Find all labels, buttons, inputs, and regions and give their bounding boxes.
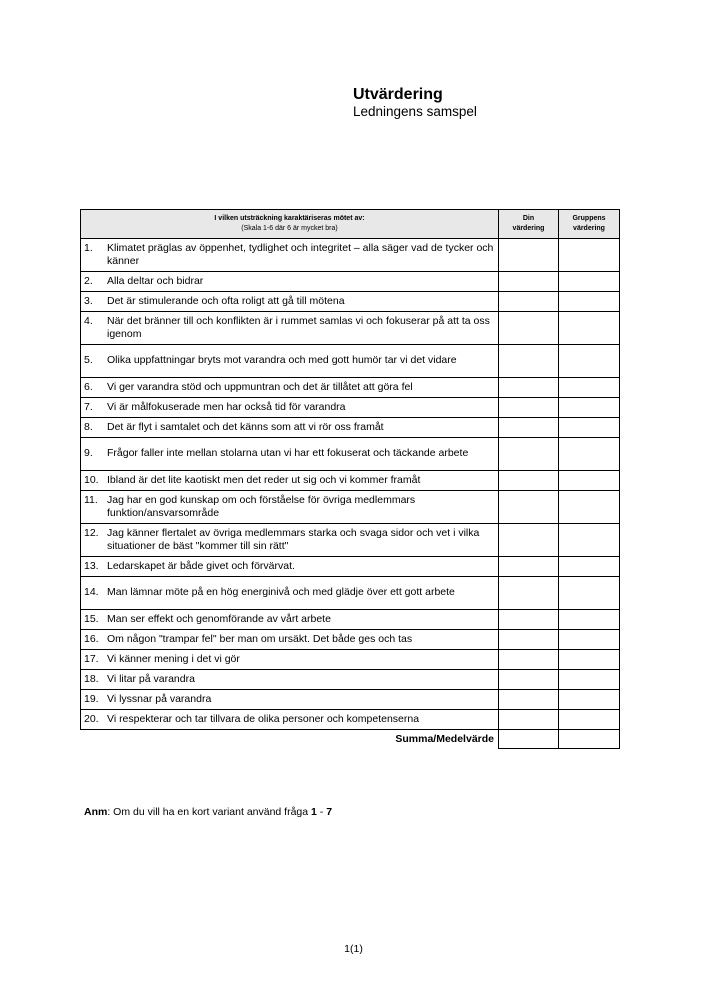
header-din-line2: värdering	[512, 225, 545, 232]
question-number: 6.	[84, 380, 93, 393]
question-number: 15.	[84, 612, 99, 625]
header-din-vardering	[499, 210, 559, 239]
question-cell	[81, 630, 499, 650]
summary-row	[81, 730, 620, 749]
question-text: Man lämnar möte på en hög energinivå och med glädje över ett gott arbete	[107, 586, 455, 599]
din-vardering-cell[interactable]	[499, 239, 559, 272]
table-row	[81, 398, 620, 418]
din-vardering-cell[interactable]	[499, 710, 559, 730]
note-label: Anm	[84, 806, 108, 818]
header-din-line1: Din	[522, 215, 535, 222]
question-number: 7.	[84, 400, 93, 413]
table-row	[81, 491, 620, 524]
question-text: Det är flyt i samtalet och det känns som att vi rör oss framåt	[107, 420, 384, 433]
din-vardering-cell[interactable]	[499, 577, 559, 610]
gruppens-vardering-cell[interactable]	[559, 610, 620, 630]
gruppens-vardering-cell[interactable]	[559, 378, 620, 398]
question-cell	[81, 491, 499, 524]
din-vardering-cell[interactable]	[499, 272, 559, 292]
question-number: 5.	[84, 354, 93, 367]
table-row	[81, 312, 620, 345]
din-vardering-cell[interactable]	[499, 398, 559, 418]
din-vardering-cell[interactable]	[499, 650, 559, 670]
question-text: Vi ger varandra stöd och uppmuntran och det är tillåtet att göra fel	[107, 380, 413, 393]
table-row	[81, 418, 620, 438]
question-cell	[81, 418, 499, 438]
question-cell	[81, 650, 499, 670]
question-number: 4.	[84, 314, 93, 327]
din-vardering-cell[interactable]	[499, 557, 559, 577]
question-cell	[81, 610, 499, 630]
question-text: Vi är målfokuserade men har också tid för varandra	[107, 400, 346, 413]
din-vardering-cell[interactable]	[499, 418, 559, 438]
din-vardering-cell[interactable]	[499, 630, 559, 650]
table-row	[81, 670, 620, 690]
evaluation-table	[80, 209, 620, 749]
header-grupp-line2: värdering	[573, 225, 605, 232]
din-vardering-cell[interactable]	[499, 491, 559, 524]
table-row	[81, 438, 620, 471]
din-vardering-cell[interactable]	[499, 292, 559, 312]
summa-medelvarde-label: Summa/Medelvärde	[81, 730, 499, 749]
gruppens-vardering-cell[interactable]	[559, 650, 620, 670]
gruppens-vardering-cell[interactable]	[559, 418, 620, 438]
question-cell	[81, 239, 499, 272]
question-number: 8.	[84, 420, 93, 433]
gruppens-vardering-cell[interactable]	[559, 670, 620, 690]
question-number: 11.	[84, 493, 98, 506]
question-number: 20.	[84, 712, 99, 725]
document-subtitle: Ledningens samspel	[353, 104, 477, 119]
question-text: Klimatet präglas av öppenhet, tydlighet och integritet – alla säger vad de tycker och känner	[107, 241, 494, 267]
gruppens-vardering-cell[interactable]	[559, 438, 620, 471]
question-text: Frågor faller inte mellan stolarna utan vi har ett fokuserat och täckande arbete	[107, 447, 469, 460]
question-cell	[81, 345, 499, 378]
din-vardering-cell[interactable]	[499, 471, 559, 491]
question-number: 12.	[84, 526, 99, 539]
question-cell	[81, 438, 499, 471]
table-row	[81, 345, 620, 378]
din-summa-cell[interactable]	[499, 730, 559, 749]
header-gruppens-vardering	[559, 210, 620, 239]
din-vardering-cell[interactable]	[499, 610, 559, 630]
question-cell	[81, 471, 499, 491]
note	[84, 806, 332, 818]
gruppens-vardering-cell[interactable]	[559, 710, 620, 730]
question-text: Vi lyssnar på varandra	[107, 692, 212, 705]
question-cell	[81, 710, 499, 730]
question-number: 10.	[84, 473, 99, 486]
question-text: Vi litar på varandra	[107, 672, 195, 685]
table-row	[81, 630, 620, 650]
gruppens-vardering-cell[interactable]	[559, 292, 620, 312]
gruppens-vardering-cell[interactable]	[559, 690, 620, 710]
question-cell	[81, 292, 499, 312]
table-row	[81, 292, 620, 312]
question-text: Vi respekterar och tar tillvara de olika personer och kompetenserna	[107, 712, 420, 725]
question-number: 1.	[84, 241, 93, 254]
page-number: 1(1)	[344, 943, 363, 955]
question-text: Jag känner flertalet av övriga medlemmars starka och svaga sidor och vet i vilka situationer de bäst "kommer till sin rätt"	[107, 526, 480, 552]
question-number: 9.	[84, 447, 93, 460]
table-header-row	[81, 210, 620, 239]
din-vardering-cell[interactable]	[499, 345, 559, 378]
question-cell	[81, 670, 499, 690]
din-vardering-cell[interactable]	[499, 438, 559, 471]
gruppens-vardering-cell[interactable]	[559, 471, 620, 491]
question-text: Olika uppfattningar bryts mot varandra och med gott humör tar vi det vidare	[107, 354, 457, 367]
gruppens-vardering-cell[interactable]	[559, 398, 620, 418]
question-text: Ledarskapet är både givet och förvärvat.	[107, 559, 295, 572]
question-number: 3.	[84, 294, 93, 307]
gruppens-vardering-cell[interactable]	[559, 312, 620, 345]
question-number: 2.	[84, 274, 93, 287]
table-row	[81, 378, 620, 398]
question-cell	[81, 524, 499, 557]
question-number: 17.	[84, 652, 99, 665]
question-cell	[81, 690, 499, 710]
question-number: 18.	[84, 672, 99, 685]
question-text: Jag har en god kunskap om och förståelse för övriga medlemmars funktion/ansvarsområde	[107, 493, 416, 519]
table-row	[81, 272, 620, 292]
question-cell	[81, 577, 499, 610]
note-range-sep: -	[316, 806, 327, 818]
gruppens-vardering-cell[interactable]	[559, 557, 620, 577]
table-row	[81, 610, 620, 630]
question-text: Vi känner mening i det vi gör	[107, 652, 240, 665]
question-rows	[81, 239, 620, 749]
gruppens-vardering-cell[interactable]	[559, 577, 620, 610]
gruppens-vardering-cell[interactable]	[559, 239, 620, 272]
title-block	[353, 86, 477, 120]
question-cell	[81, 378, 499, 398]
gruppens-vardering-cell[interactable]	[559, 524, 620, 557]
question-text: Alla deltar och bidrar	[107, 274, 204, 287]
question-text: När det bränner till och konflikten är i rummet samlas vi och fokuserar på att ta oss igenom	[107, 314, 490, 340]
question-number: 19.	[84, 692, 99, 705]
document-title: Utvärdering	[353, 86, 443, 103]
header-grupp-line1: Gruppens	[572, 215, 606, 222]
question-text: Det är stimulerande och ofta roligt att gå till mötena	[107, 294, 345, 307]
question-text: Ibland är det lite kaotiskt men det reder ut sig och vi kommer framåt	[107, 473, 421, 486]
note-range-start: 1	[311, 806, 317, 818]
gruppens-vardering-cell[interactable]	[559, 630, 620, 650]
gruppens-vardering-cell[interactable]	[559, 491, 620, 524]
din-vardering-cell[interactable]	[499, 312, 559, 345]
note-range-end: 7	[326, 806, 333, 818]
din-vardering-cell[interactable]	[499, 524, 559, 557]
header-question	[81, 210, 499, 239]
question-cell	[81, 398, 499, 418]
table-row	[81, 239, 620, 272]
question-text: Man ser effekt och genomförande av vårt arbete	[107, 612, 331, 625]
gruppens-vardering-cell[interactable]	[559, 272, 620, 292]
table-row	[81, 557, 620, 577]
table-row	[81, 577, 620, 610]
table-row	[81, 710, 620, 730]
din-vardering-cell[interactable]	[499, 670, 559, 690]
question-number: 13.	[84, 559, 99, 572]
header-scale: (Skala 1-6 där 6 är mycket bra)	[241, 225, 338, 232]
question-cell	[81, 312, 499, 345]
table-row	[81, 524, 620, 557]
table-row	[81, 471, 620, 491]
question-cell	[81, 272, 499, 292]
question-number: 16.	[84, 632, 99, 645]
table-row	[81, 650, 620, 670]
question-text: Om någon "trampar fel" ber man om ursäkt. Det både ges och tas	[107, 632, 413, 645]
header-main: I vilken utsträckning karaktäriseras mötet av:	[214, 215, 365, 222]
din-vardering-cell[interactable]	[499, 378, 559, 398]
question-cell	[81, 557, 499, 577]
gruppens-vardering-cell[interactable]	[559, 345, 620, 378]
question-number: 14.	[84, 586, 99, 599]
note-text: : Om du vill ha en kort variant använd fråga	[107, 806, 312, 818]
table-row	[81, 690, 620, 710]
din-vardering-cell[interactable]	[499, 690, 559, 710]
gruppens-summa-cell[interactable]	[559, 730, 620, 749]
